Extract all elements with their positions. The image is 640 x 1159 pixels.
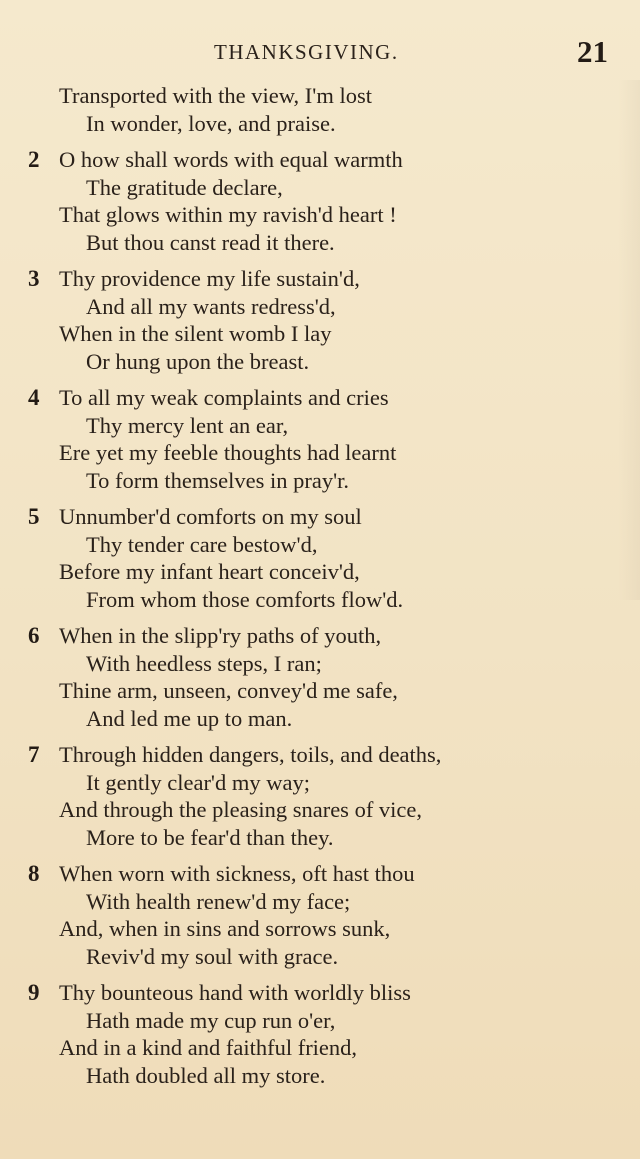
verse-line: From whom those comforts flow'd. — [86, 586, 404, 612]
stanza-number: 5 — [28, 504, 40, 529]
verse-line: And, when in sins and sorrows sunk, — [59, 916, 391, 941]
verse-line: Transported with the view, I'm lost — [59, 83, 372, 108]
verse-line: To all my weak complaints and cries — [59, 385, 389, 410]
verse-line: With heedless steps, I ran; — [86, 650, 322, 676]
verse-line: In wonder, love, and praise. — [86, 110, 336, 136]
stanza-9 — [0, 979, 640, 1089]
verse-line: And in a kind and faithful friend, — [59, 1035, 358, 1060]
verse-line: Or hung upon the breast. — [86, 348, 310, 374]
running-title: THANKSGIVING. — [214, 40, 399, 64]
verse-line: Thy tender care bestow'd, — [86, 531, 318, 557]
running-head — [0, 36, 640, 68]
verse-line: Hath made my cup run o'er, — [86, 1007, 336, 1033]
stanza-number: 7 — [28, 742, 40, 767]
verse-line: To form themselves in pray'r. — [86, 467, 350, 493]
verse-line: When in the silent womb I lay — [59, 321, 332, 346]
stanza-4 — [0, 384, 640, 494]
verse-line: Reviv'd my soul with grace. — [86, 943, 339, 969]
stanza-number: 2 — [28, 147, 40, 172]
verse-line: Thy bounteous hand with worldly bliss — [59, 980, 411, 1005]
verse-line: Hath doubled all my store. — [86, 1062, 326, 1088]
stanza-8 — [0, 860, 640, 970]
verse-line: Unnumber'd comforts on my soul — [59, 504, 362, 529]
stanza-5 — [0, 503, 640, 613]
verse-line: Thy providence my life sustain'd, — [59, 266, 360, 291]
verse-line: Thine arm, unseen, convey'd me safe, — [59, 678, 398, 703]
verse-line: That glows within my ravish'd heart ! — [59, 202, 397, 227]
stanza-number: 3 — [28, 266, 40, 291]
stanza-2 — [0, 146, 640, 256]
stanza-7 — [0, 741, 640, 851]
verse-line: It gently clear'd my way; — [86, 769, 310, 795]
verse-line: And all my wants redress'd, — [86, 293, 336, 319]
verse-line: O how shall words with equal warmth — [59, 147, 403, 172]
verse-line: The gratitude declare, — [86, 174, 283, 200]
page-number: 21 — [577, 34, 608, 69]
stanza-number: 9 — [28, 980, 40, 1005]
verse-line: And through the pleasing snares of vice, — [59, 797, 423, 822]
verse-line: Ere yet my feeble thoughts had learnt — [59, 440, 397, 465]
verse-line: But thou canst read it there. — [86, 229, 335, 255]
stanza-number: 6 — [28, 623, 40, 648]
verse-line: Thy mercy lent an ear, — [86, 412, 289, 438]
verse-line: When in the slipp'ry paths of youth, — [59, 623, 382, 648]
stanza-6 — [0, 622, 640, 732]
hymn-body — [0, 82, 640, 1098]
verse-line: Through hidden dangers, toils, and deaths, — [59, 742, 442, 767]
verse-line: With health renew'd my face; — [86, 888, 351, 914]
verse-line: And led me up to man. — [86, 705, 293, 731]
verse-line: More to be fear'd than they. — [86, 824, 334, 850]
verse-line: When worn with sickness, oft hast thou — [59, 861, 415, 886]
stanza-number: 4 — [28, 385, 40, 410]
stanza-3 — [0, 265, 640, 375]
stanza-continued — [0, 82, 640, 137]
stanza-number: 8 — [28, 861, 40, 886]
verse-line: Before my infant heart conceiv'd, — [59, 559, 360, 584]
